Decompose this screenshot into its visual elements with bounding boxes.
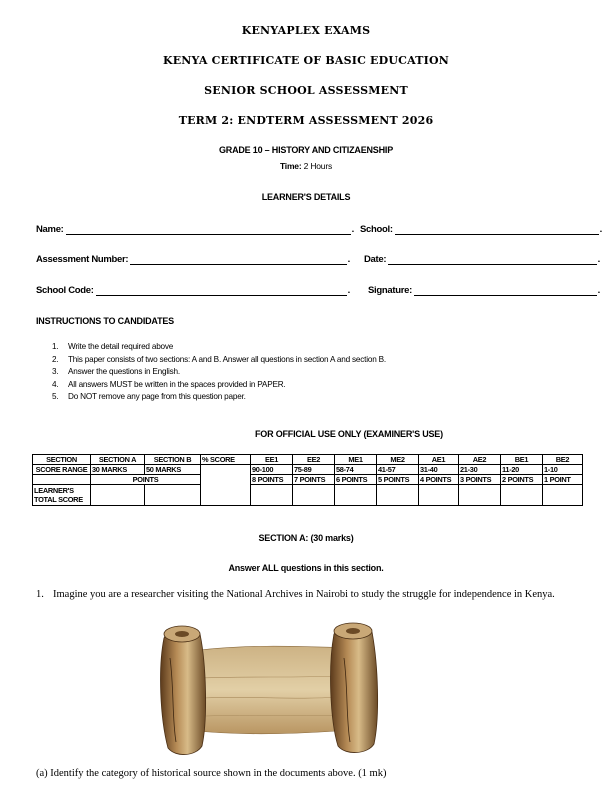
instruction-item: 5. Do NOT remove any page from this question paper. bbox=[52, 392, 246, 402]
table-row bbox=[33, 485, 583, 506]
instruction-item: 1. Write the detail required above bbox=[52, 342, 174, 351]
learner-details-title: LEARNER'S DETAILS bbox=[261, 192, 351, 202]
table-row: POINTS 8 POINTS 7 POINTS 6 POINTS 5 POINTS 4 POINTS 3 POINTS 2 POINTS 1 POINT bbox=[33, 475, 583, 485]
date-period: . bbox=[597, 254, 600, 265]
school-label: School: bbox=[360, 224, 393, 235]
subject-title: GRADE 10 – HISTORY AND CITIZAENSHIP bbox=[218, 145, 394, 155]
section-a-instruction: Answer ALL questions in this section. bbox=[228, 563, 384, 573]
signature-field[interactable] bbox=[368, 285, 600, 296]
section-b-score-cell[interactable] bbox=[145, 485, 201, 506]
term-title: TERM 2: ENDTERM ASSESSMENT 2026 bbox=[178, 114, 434, 127]
percent-score-cell[interactable] bbox=[201, 465, 251, 506]
instruction-item: 3. Answer the questions in English. bbox=[52, 367, 180, 377]
date-label: Date: bbox=[364, 254, 387, 265]
assessment-number-label: Assessment Number: bbox=[36, 254, 129, 265]
signature-period: . bbox=[597, 285, 600, 296]
signature-label: Signature: bbox=[368, 285, 412, 296]
time-label: Time: bbox=[279, 161, 302, 171]
instructions-list bbox=[52, 342, 572, 405]
instruction-item: 4. All answers MUST be written in the spaces provided in PAPER. bbox=[52, 379, 286, 389]
name-field[interactable] bbox=[36, 224, 354, 235]
instructions-title: INSTRUCTIONS TO CANDIDATES bbox=[36, 316, 174, 326]
assessment-number-period: . bbox=[347, 254, 350, 265]
school-code-field[interactable] bbox=[36, 285, 350, 296]
school-field[interactable] bbox=[360, 224, 602, 235]
date-field[interactable] bbox=[364, 254, 600, 265]
question-number: 1. bbox=[36, 589, 44, 600]
table-row: SECTION SECTION A SECTION B % SCORE EE1 EE2 ME1 ME2 AE1 AE2 BE1 BE2 bbox=[33, 455, 583, 465]
instruction-item: 2. This paper consists of two sections: A and B. Answer all questions in section A and section B. bbox=[52, 354, 386, 364]
school-code-label: School Code: bbox=[36, 285, 94, 296]
exam-org: KENYAPLEX EXAMS bbox=[241, 24, 371, 37]
school-period: . bbox=[599, 224, 602, 235]
question-text: Imagine you are a researcher visiting the National Archives in Nairobi to study the struggle for independence in Kenya. bbox=[53, 589, 555, 600]
assessment-number-field[interactable] bbox=[36, 254, 350, 265]
time-line bbox=[0, 161, 612, 171]
ancient-scroll-image bbox=[146, 618, 390, 760]
official-use-title: FOR OFFICIAL USE ONLY (EXAMINER'S USE) bbox=[255, 429, 443, 439]
assessment-title: SENIOR SCHOOL ASSESSMENT bbox=[204, 84, 408, 97]
name-period: . bbox=[351, 224, 354, 235]
school-code-period: . bbox=[347, 285, 350, 296]
table-row: SCORE RANGE 30 MARKS 50 MARKS 90-100 75-89 58-74 41-57 31-40 21-30 11-20 1-10 bbox=[33, 465, 583, 475]
learner-total-score-label: LEARNER'S TOTAL SCORE bbox=[33, 485, 91, 506]
section-a-score-cell[interactable] bbox=[91, 485, 145, 506]
cert-title: KENYA CERTIFICATE OF BASIC EDUCATION bbox=[162, 54, 450, 67]
official-score-table bbox=[32, 454, 583, 506]
section-a-title: SECTION A: (30 marks) bbox=[258, 533, 354, 543]
question-1a: (a) Identify the category of historical source shown in the documents above. (1 mk) bbox=[36, 768, 387, 779]
name-label: Name: bbox=[36, 224, 64, 235]
time-value: 2 Hours bbox=[303, 161, 333, 171]
